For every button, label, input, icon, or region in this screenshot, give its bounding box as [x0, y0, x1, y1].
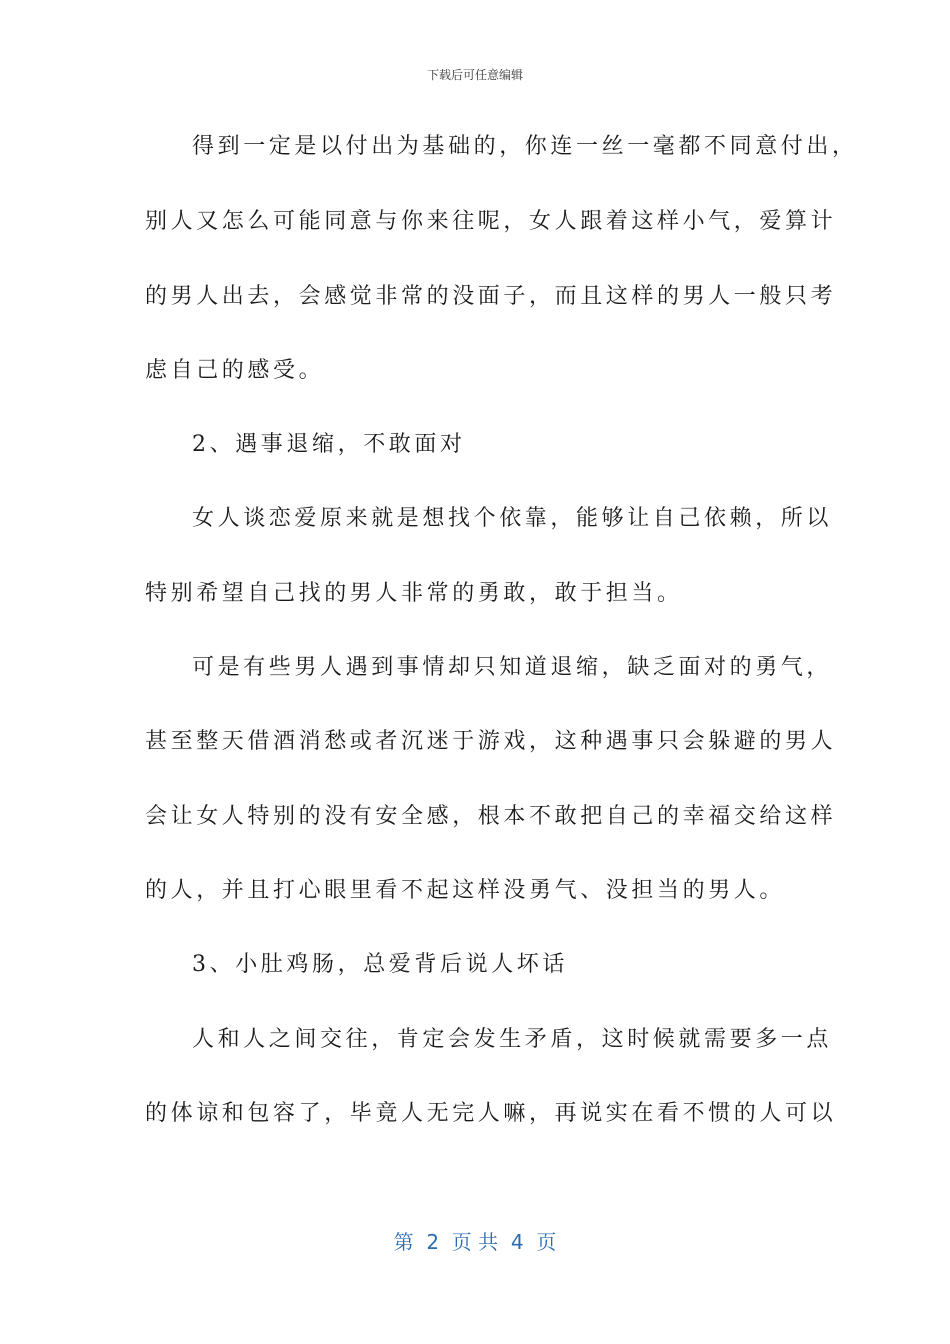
paragraph-line: 虑自己的感受。 — [145, 358, 325, 383]
paragraph-line: 别人又怎么可能同意与你来往呢，女人跟着这样小气，爱算计 — [145, 209, 837, 234]
paragraph-line: 女人谈恋爱原来就是想找个依靠，能够让自己依赖，所以 — [192, 506, 833, 531]
paragraph-line: 的人，并且打心眼里看不起这样没勇气、没担当的男人。 — [145, 878, 786, 903]
page-header: 下载后可任意编辑 — [426, 68, 523, 82]
paragraph-line: 可是有些男人遇到事情却只知道退缩，缺乏面对的勇气， — [192, 655, 833, 680]
paragraph-line: 甚至整天借酒消愁或者沉迷于游戏，这种遇事只会躲避的男人 — [145, 729, 837, 754]
section-heading: 3、小肚鸡肠，总爱背后说人坏话 — [192, 952, 568, 977]
paragraph-line: 的体谅和包容了，毕竟人无完人嘛，再说实在看不惯的人可以 — [145, 1101, 837, 1126]
paragraph-line: 得到一定是以付出为基础的，你连一丝一毫都不同意付出， — [192, 134, 858, 159]
paragraph-line: 会让女人特别的没有安全感，根本不敢把自己的幸福交给这样 — [145, 804, 837, 829]
section-heading: 2、遇事退缩，不敢面对 — [192, 432, 466, 457]
paragraph-line: 人和人之间交往，肯定会发生矛盾，这时候就需要多一点 — [192, 1027, 833, 1052]
paragraph-line: 的男人出去，会感觉非常的没面子，而且这样的男人一般只考 — [145, 284, 837, 309]
paragraph-line: 特别希望自己找的男人非常的勇敢，敢于担当。 — [145, 581, 683, 606]
page-number-footer: 第 2 页 共 4 页 — [393, 1230, 557, 1254]
